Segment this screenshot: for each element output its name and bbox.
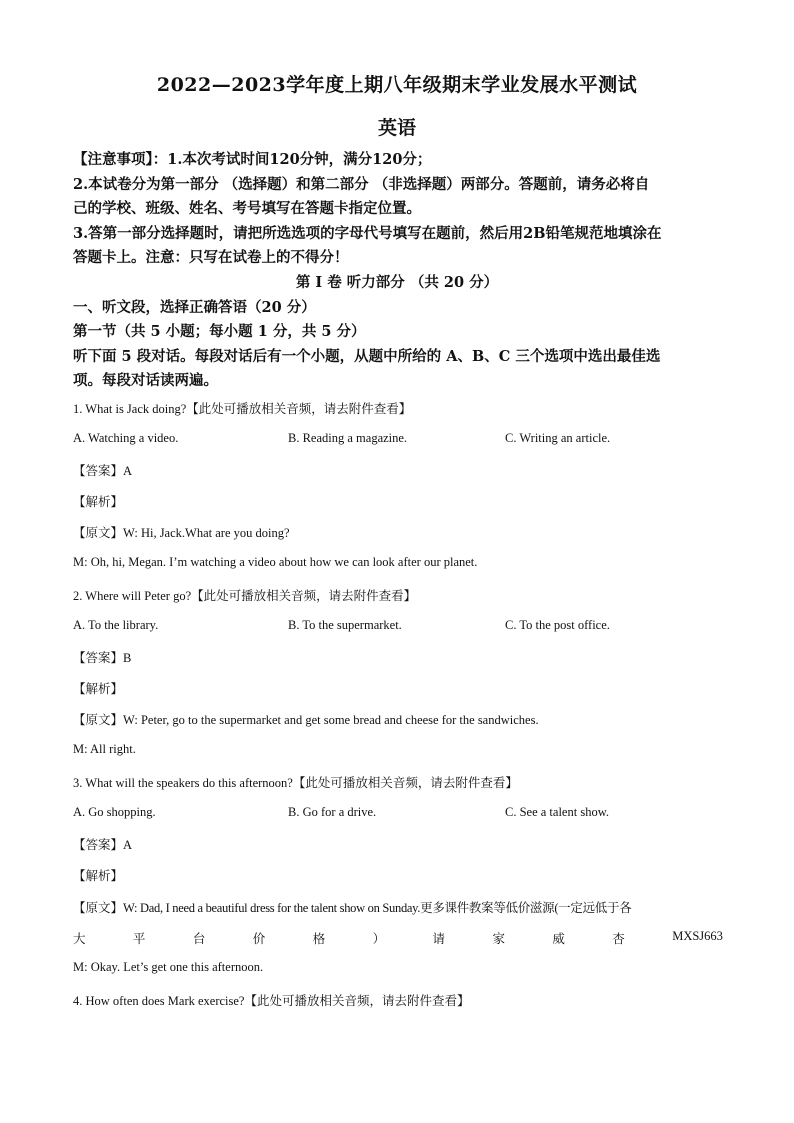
notice-line-2b: 己的学校、班级、姓名、考号填写在答题卡指定位置。	[73, 200, 421, 217]
question-1-transcript-2: M: Oh, hi, Megan. I’m watching a video about how we can look after our planet.	[73, 555, 478, 569]
audio-note: 【此处可播放相关音频，请去附件查看】	[244, 993, 470, 1008]
notice-line-3b: 答题卡上。注意：只写在试卷上的不得分！	[73, 249, 349, 266]
question-1-transcript-1: 【原文】W: Hi, Jack.What are you doing?	[73, 525, 290, 540]
question-2-option-a: A. To the library.	[73, 618, 159, 632]
question-2-transcript-1: 【原文】W: Peter, go to the supermarket and get some bread and cheese for the sandwiches.	[73, 712, 539, 727]
question-1-option-a: A. Watching a video.	[73, 431, 179, 445]
question-2-option-c: C. To the post office.	[505, 618, 610, 632]
exam-title: 2022—2023学年度上期八年级期末学业发展水平测试	[156, 74, 638, 96]
question-1-answer: 【答案】A	[73, 463, 133, 478]
question-2-stem: 2. Where will Peter go?【此处可播放相关音频，请去附件查看】	[73, 588, 417, 603]
question-3-option-b: B. Go for a drive.	[288, 805, 377, 819]
audio-note: 【此处可播放相关音频，请去附件查看】	[186, 401, 412, 416]
notice-line-3a: 3.答第一部分选择题时，请把所选选项的字母代号填写在题前，然后用2B铅笔规范地填涂在	[73, 225, 662, 242]
question-2-option-b: B. To the supermarket.	[288, 618, 402, 632]
audio-note: 【此处可播放相关音频，请去附件查看】	[191, 588, 417, 603]
volume-heading: 第 I 卷 听力部分 （共 20 分）	[295, 274, 499, 291]
instructions-line-a: 听下面 5 段对话。每段对话后有一个小题，从题中所给的 A、B、C 三个选项中选出最佳选	[73, 348, 661, 365]
notice-line-1: 【注意事项】：1.本次考试时间120分钟，满分120分；	[73, 151, 432, 168]
question-1-option-b: B. Reading a magazine.	[288, 431, 408, 445]
question-3-option-a: A. Go shopping.	[73, 805, 156, 819]
part-heading: 一、听文段，选择正确答语（20 分）	[73, 299, 316, 316]
question-1-option-c: C. Writing an article.	[505, 431, 611, 445]
question-3-stem: 3. What will the speakers do this afternoon?【此处可播放相关音频，请去附件查看】	[73, 775, 518, 790]
notice-line-2a: 2.本试卷分为第一部分 （选择题）和第二部分 （非选择题）两部分。答题前，请务必将自	[73, 176, 650, 193]
question-2-transcript-2: M: All right.	[73, 742, 136, 756]
question-3-transcript-1: 【原文】W: Dad, I need a beautiful dress for the talent show on Sunday.更多课件教案等低价滋源(一定远低于各	[73, 900, 632, 915]
subsection-heading: 第一节（共 5 小题；每小题 1 分，共 5 分）	[73, 323, 366, 340]
subject-title: 英语	[377, 117, 416, 139]
question-4-stem: 4. How often does Mark exercise?【此处可播放相关音频，请去附件查看】	[73, 993, 470, 1008]
question-1-analysis-label: 【解析】	[73, 494, 124, 509]
question-3-option-c: C. See a talent show.	[505, 805, 610, 819]
question-2-answer: 【答案】B	[73, 650, 132, 665]
question-1-stem: 1. What is Jack doing?【此处可播放相关音频，请去附件查看】	[73, 401, 412, 416]
question-3-analysis-label: 【解析】	[73, 868, 124, 883]
question-3-answer: 【答案】A	[73, 837, 133, 852]
instructions-line-b: 项。每段对话读两遍。	[73, 372, 218, 389]
audio-note: 【此处可播放相关音频，请去附件查看】	[292, 775, 518, 790]
question-2-analysis-label: 【解析】	[73, 681, 124, 696]
watermark-line: 大 平 台 价 格 ） 请 家 威 杏 MXSJ663	[73, 929, 723, 946]
question-3-transcript-2: M: Okay. Let’s get one this afternoon.	[73, 960, 264, 974]
